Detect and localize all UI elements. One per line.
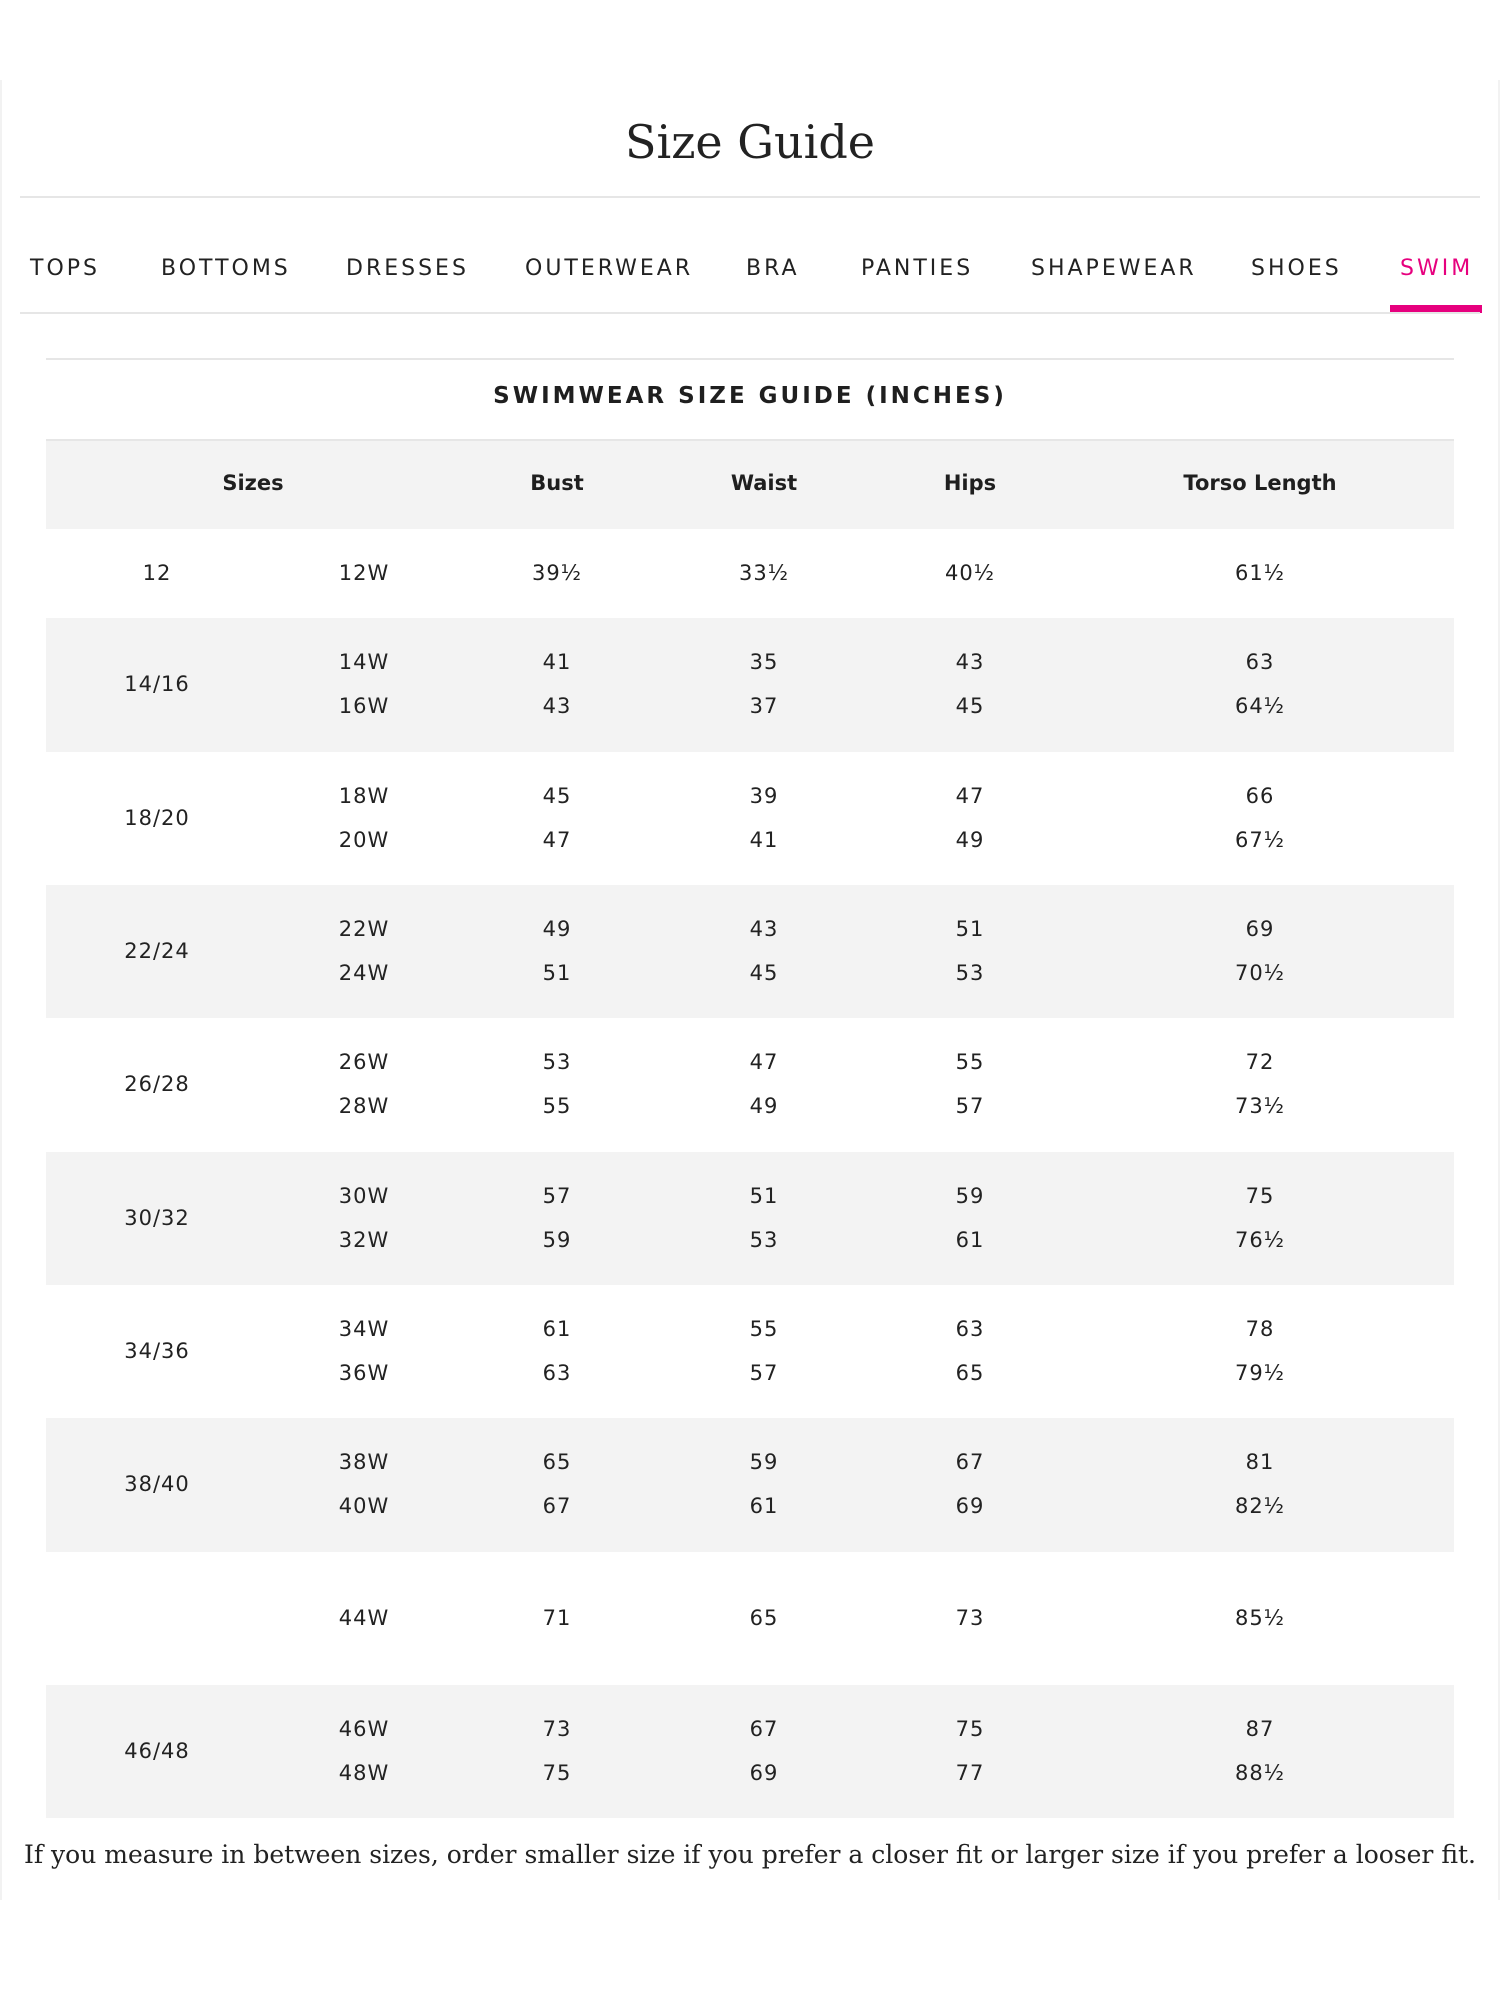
- size-group-row: [46, 1418, 1454, 1552]
- cell-waist: 57: [749, 1360, 779, 1385]
- cell-w: 28W: [338, 1094, 390, 1118]
- cell-bust: 73: [542, 1716, 572, 1741]
- cell-waist: 37: [749, 694, 779, 718]
- cell-torso: 70½: [1234, 960, 1286, 985]
- size-label: 34/36: [124, 1338, 190, 1363]
- cell-waist: 43: [749, 916, 779, 941]
- cell-hips: 40½: [944, 560, 996, 585]
- table-title: SWIMWEAR SIZE GUIDE (INCHES): [493, 383, 1007, 409]
- size-label: 22/24: [124, 938, 190, 963]
- cell-waist: 51: [749, 1183, 779, 1208]
- cell-w: 40W: [338, 1494, 390, 1518]
- cell-w: 20W: [338, 827, 390, 852]
- cell-torso: 78: [1245, 1316, 1275, 1341]
- cell-torso: 61½: [1234, 560, 1286, 585]
- cell-w: 46W: [338, 1716, 390, 1741]
- header-bust: Bust: [530, 471, 584, 495]
- cell-w: 18W: [338, 783, 390, 808]
- cell-w: 16W: [338, 694, 390, 718]
- cell-hips: 51: [955, 916, 985, 941]
- cell-hips: 77: [955, 1760, 985, 1785]
- cell-w: 26W: [338, 1050, 390, 1074]
- tab-panties[interactable]: PANTIES: [861, 256, 974, 281]
- cell-w: 14W: [338, 650, 390, 674]
- cell-w: 44W: [338, 1605, 390, 1630]
- size-label: 18/20: [124, 805, 190, 830]
- cell-torso: 81: [1245, 1450, 1275, 1474]
- cell-bust: 75: [542, 1760, 572, 1785]
- size-group-row: [46, 1152, 1454, 1285]
- header-waist: Waist: [730, 471, 798, 495]
- cell-hips: 49: [955, 827, 985, 852]
- cell-w: 22W: [338, 916, 390, 941]
- cell-bust: 59: [542, 1227, 572, 1252]
- cell-bust: 39½: [531, 560, 583, 585]
- header-hips: Hips: [943, 471, 997, 495]
- cell-hips: 43: [955, 650, 985, 674]
- cell-waist: 53: [749, 1227, 779, 1252]
- header-sizes: Sizes: [222, 471, 284, 495]
- table-header: [46, 441, 1454, 529]
- cell-w: 48W: [338, 1760, 390, 1785]
- cell-waist: 39: [749, 783, 779, 808]
- divider: [20, 196, 1480, 198]
- page-title: Size Guide: [624, 115, 876, 169]
- cell-hips: 57: [955, 1094, 985, 1118]
- cell-torso: 63: [1245, 650, 1275, 674]
- cell-hips: 55: [955, 1050, 985, 1074]
- tab-bra[interactable]: BRA: [746, 256, 800, 281]
- cell-waist: 67: [749, 1716, 779, 1741]
- cell-bust: 53: [542, 1050, 572, 1074]
- cell-torso: 82½: [1234, 1494, 1286, 1518]
- cell-waist: 47: [749, 1050, 779, 1074]
- cell-waist: 61: [749, 1494, 779, 1518]
- cell-torso: 75: [1245, 1183, 1275, 1208]
- cell-w: 38W: [338, 1450, 390, 1474]
- cell-bust: 55: [542, 1094, 572, 1118]
- cell-torso: 64½: [1234, 694, 1286, 718]
- size-group-row: [46, 752, 1454, 885]
- tab-dresses[interactable]: DRESSES: [346, 256, 469, 281]
- cell-bust: 63: [542, 1360, 572, 1385]
- cell-w: 36W: [338, 1360, 390, 1385]
- cell-waist: 55: [749, 1316, 779, 1341]
- tab-bottoms[interactable]: BOTTOMS: [161, 256, 291, 281]
- size-group-row: [46, 529, 1454, 618]
- cell-bust: 43: [542, 694, 572, 718]
- header-torso-length: Torso Length: [1183, 471, 1337, 495]
- size-label: 14/16: [124, 672, 190, 696]
- cell-waist: 49: [749, 1094, 779, 1118]
- tab-shoes[interactable]: SHOES: [1251, 256, 1342, 281]
- tab-swim[interactable]: SWIM: [1400, 256, 1474, 281]
- cell-torso: 72: [1245, 1050, 1275, 1074]
- cell-bust: 47: [542, 827, 572, 852]
- cell-torso: 85½: [1234, 1605, 1286, 1630]
- category-tabs: [0, 240, 1500, 312]
- tab-tops[interactable]: TOPS: [30, 256, 100, 281]
- cell-torso: 87: [1245, 1716, 1275, 1741]
- divider: [46, 358, 1454, 360]
- cell-waist: 45: [749, 960, 779, 985]
- cell-hips: 65: [955, 1360, 985, 1385]
- cell-hips: 47: [955, 783, 985, 808]
- size-group-row: [46, 885, 1454, 1018]
- cell-waist: 65: [749, 1605, 779, 1630]
- cell-hips: 69: [955, 1494, 985, 1518]
- cell-torso: 66: [1245, 783, 1275, 808]
- size-group-row: [46, 1552, 1454, 1685]
- cell-hips: 61: [955, 1227, 985, 1252]
- fit-note: If you measure in between sizes, order smaller size if you prefer a closer fit or larger size if you prefer a looser fit.: [23, 1840, 1476, 1869]
- cell-torso: 73½: [1234, 1094, 1286, 1118]
- cell-waist: 69: [749, 1760, 779, 1785]
- cell-w: 32W: [338, 1227, 390, 1252]
- cell-torso: 88½: [1234, 1760, 1286, 1785]
- cell-waist: 33½: [738, 560, 790, 585]
- cell-w: 30W: [338, 1183, 390, 1208]
- cell-bust: 61: [542, 1316, 572, 1341]
- cell-hips: 59: [955, 1183, 985, 1208]
- size-label: 26/28: [124, 1072, 190, 1096]
- cell-bust: 57: [542, 1183, 572, 1208]
- cell-bust: 65: [542, 1450, 572, 1474]
- size-group-row: [46, 618, 1454, 752]
- cell-bust: 51: [542, 960, 572, 985]
- cell-hips: 63: [955, 1316, 985, 1341]
- cell-torso: 76½: [1234, 1227, 1286, 1252]
- cell-hips: 67: [955, 1450, 985, 1474]
- cell-hips: 45: [955, 694, 985, 718]
- cell-w: 12W: [338, 560, 390, 585]
- cell-bust: 71: [542, 1605, 572, 1630]
- size-group-row: [46, 1685, 1454, 1818]
- size-group-row: [46, 1018, 1454, 1152]
- cell-torso: 67½: [1234, 827, 1286, 852]
- cell-bust: 45: [542, 783, 572, 808]
- cell-w: 34W: [338, 1316, 390, 1341]
- size-label: 30/32: [124, 1205, 190, 1230]
- size-label: 12: [142, 560, 172, 585]
- tab-shapewear[interactable]: SHAPEWEAR: [1031, 256, 1197, 281]
- size-group-row: [46, 1285, 1454, 1418]
- size-label: 38/40: [124, 1472, 190, 1496]
- cell-torso: 79½: [1234, 1360, 1286, 1385]
- cell-waist: 35: [749, 650, 779, 674]
- size-label: 46/48: [124, 1738, 190, 1763]
- cell-waist: 59: [749, 1450, 779, 1474]
- cell-torso: 69: [1245, 916, 1275, 941]
- cell-hips: 73: [955, 1605, 985, 1630]
- cell-hips: 75: [955, 1716, 985, 1741]
- cell-waist: 41: [749, 827, 779, 852]
- cell-w: 24W: [338, 960, 390, 985]
- cell-bust: 49: [542, 916, 572, 941]
- tab-outerwear[interactable]: OUTERWEAR: [525, 256, 694, 281]
- cell-hips: 53: [955, 960, 985, 985]
- divider: [20, 312, 1480, 314]
- cell-bust: 67: [542, 1494, 572, 1518]
- cell-bust: 41: [542, 650, 572, 674]
